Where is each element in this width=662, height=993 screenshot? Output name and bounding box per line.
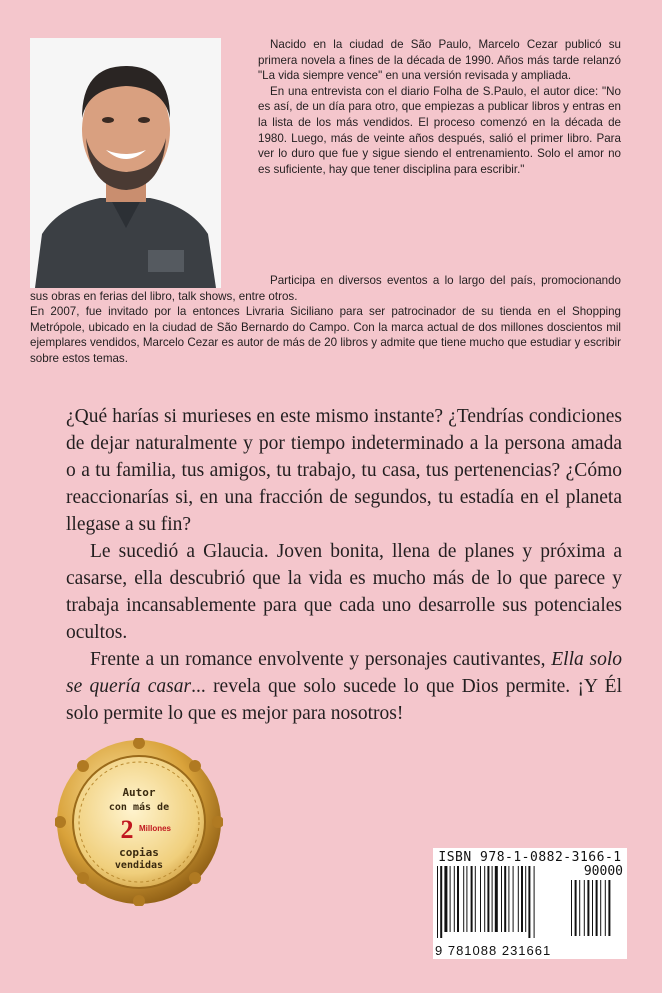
bio-paragraph: Participa en diversos eventos a lo largo del país, promocionando sus obras en ferias del libro, talk shows, entre otros.	[30, 274, 621, 303]
barcode-addon: 90000	[583, 864, 623, 879]
synopsis-paragraph: ¿Qué harías si murieses en este mismo instante? ¿Tendrías condiciones de dejar naturalmente y por tiempo indeterminado a la persona amada o a tu familia, tus amigos, tu trabajo, tu casa, tus pertenencias? ¿Cómo reaccionarías si, en una fracción de segundos, tu estadía en el planeta llegase a su fin?	[66, 406, 622, 535]
book-synopsis	[66, 403, 622, 727]
isbn-label: ISBN 978-1-0882-3166-1	[438, 850, 622, 865]
seal-text: con más de	[108, 802, 170, 813]
barcode-bars	[437, 866, 567, 938]
book-title: Ella solo se quería casar	[66, 649, 622, 697]
synopsis-text: Frente a un romance envolvente y personajes cautivantes,	[90, 649, 552, 670]
bestseller-seal	[55, 738, 223, 906]
bio-paragraph: En una entrevista con el diario Folha de S.Paulo, el autor dice: "No es así, de un día para otro, que empiezas a publicar libros y entras en la lista de los más vendidos. El proceso comenzó en la década de 1980. Luego, más de veinte años después, salió el primer libro. Para ver lo duro que fue y sigue siendo el entrenamiento. Solo el amor no es suficiente, hay que tener disciplina para escribir."	[258, 84, 621, 176]
addon-bars	[571, 880, 623, 936]
author-photo	[30, 38, 221, 288]
isbn-barcode	[433, 848, 627, 959]
synopsis-paragraph: Le sucedió a Glaucia. Joven bonita, llena de planes y próxima a casarse, ella descubrió que la vida es mucho más de lo que parece y trabaja incansablemente para que cada uno desarrolle sus potenciales ocultos.	[66, 541, 622, 643]
seal-text: Autor	[122, 786, 156, 799]
author-bio	[258, 37, 621, 177]
seal-text: vendidas	[114, 860, 164, 871]
seal-unit: Millones	[138, 824, 172, 833]
bio-paragraph: Nacido en la ciudad de São Paulo, Marcelo Cezar publicó su primera novela a fines de la década de 1990. Años más tarde relanzó "La vida siempre vence" en una versión revisada y ampliada.	[258, 38, 621, 83]
barcode-digits: 9 781088 231661	[435, 943, 552, 958]
author-bio-continued	[30, 273, 621, 367]
seal-text: copias	[119, 846, 159, 859]
bio-paragraph: En 2007, fue invitado por la entonces Livraria Siciliano para ser patrocinador de su tienda en el Shopping Metrópole, ubicado en la ciudad de São Bernardo do Campo. Con la marca actual de dos millones doscientos mil ejemplares vendidos, Marcelo Cezar es autor de más de 20 libros y admite que tiene mucho que estudiar y escribir sobre estos temas.	[30, 305, 621, 365]
synopsis-text: ... revela que solo sucede lo que Dios permite. ¡Y Él solo permite lo que es mejor para nosotros!	[66, 676, 622, 724]
seal-number: 2	[120, 815, 134, 844]
synopsis-paragraph	[66, 646, 622, 727]
